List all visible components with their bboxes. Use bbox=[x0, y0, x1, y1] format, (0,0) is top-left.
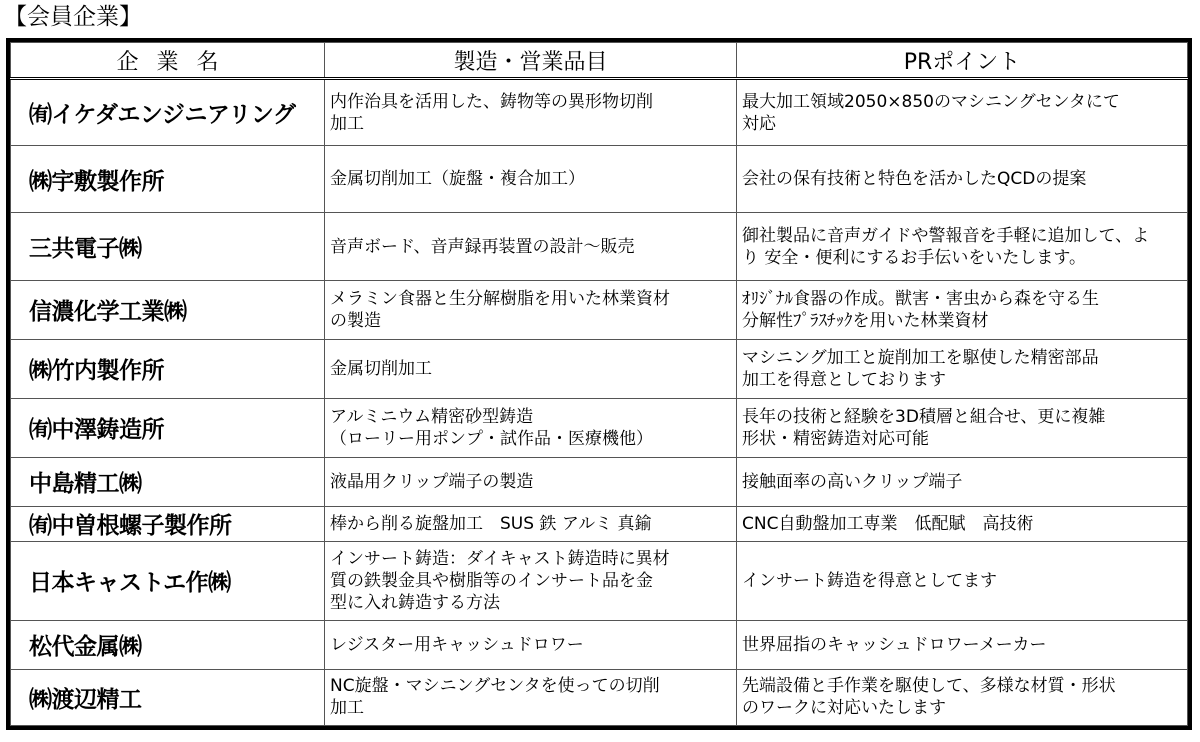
table-row bbox=[11, 669, 1188, 725]
products-cell: 液晶用クリップ端子の製造 bbox=[325, 457, 737, 506]
products-cell: 内作治具を活用した、鋳物等の異形物切削 加工 bbox=[325, 79, 737, 146]
table-row bbox=[11, 457, 1188, 506]
pr-point-cell: CNC自動盤加工専業 低配賦 高技術 bbox=[737, 506, 1188, 541]
header-products: 製造・営業品目 bbox=[325, 43, 737, 79]
company-name-cell: 信濃化学工業㈱ bbox=[11, 280, 325, 339]
table-header-row bbox=[11, 43, 1188, 79]
products-cell: アルミニウム精密砂型鋳造 （ローリー用ポンプ・試作品・医療機他） bbox=[325, 398, 737, 457]
pr-point-cell: 会社の保有技術と特色を活かしたQCDの提案 bbox=[737, 146, 1188, 213]
company-name-cell: 三共電子㈱ bbox=[11, 213, 325, 280]
products-cell: メラミン食器と生分解樹脂を用いた林業資材 の製造 bbox=[325, 280, 737, 339]
header-pr-point: PRポイント bbox=[737, 43, 1188, 79]
pr-point-cell: インサート鋳造を得意としてます bbox=[737, 541, 1188, 620]
table-row bbox=[11, 213, 1188, 280]
company-name-cell: 中島精工㈱ bbox=[11, 457, 325, 506]
company-name-cell: ㈲中澤鋳造所 bbox=[11, 398, 325, 457]
company-name-cell: ㈲イケダエンジニアリング bbox=[11, 79, 325, 146]
company-name-cell: 松代金属㈱ bbox=[11, 621, 325, 670]
member-companies-table bbox=[10, 42, 1188, 726]
pr-point-cell: 接触面率の高いクリップ端子 bbox=[737, 457, 1188, 506]
header-company-name: 企業名 bbox=[11, 43, 325, 79]
company-name-cell: 日本キャストエ作㈱ bbox=[11, 541, 325, 620]
products-cell: NC旋盤・マシニングセンタを使っての切削 加工 bbox=[325, 669, 737, 725]
pr-point-cell: 先端設備と手作業を駆使して、多様な材質・形状 のワークに対応いたします bbox=[737, 669, 1188, 725]
table-row bbox=[11, 621, 1188, 670]
table-row bbox=[11, 506, 1188, 541]
pr-point-cell: 長年の技術と経験を3D積層と組合せ、更に複雑 形状・精密鋳造対応可能 bbox=[737, 398, 1188, 457]
table-row bbox=[11, 280, 1188, 339]
products-cell: 音声ボード、音声録再装置の設計～販売 bbox=[325, 213, 737, 280]
company-name-cell: ㈱竹内製作所 bbox=[11, 339, 325, 398]
table-row bbox=[11, 541, 1188, 620]
table-row bbox=[11, 398, 1188, 457]
company-name-cell: ㈱宇敷製作所 bbox=[11, 146, 325, 213]
company-name-cell: ㈲中曽根螺子製作所 bbox=[11, 506, 325, 541]
products-cell: レジスター用キャッシュドロワー bbox=[325, 621, 737, 670]
member-companies-table-frame bbox=[6, 38, 1192, 730]
table-row bbox=[11, 339, 1188, 398]
pr-point-cell: 最大加工領域2050×850のマシニングセンタにて 対応 bbox=[737, 79, 1188, 146]
table-row bbox=[11, 79, 1188, 146]
company-name-cell: ㈱渡辺精工 bbox=[11, 669, 325, 725]
products-cell: インサート鋳造：ダイキャスト鋳造時に異材 質の鉄製金具や樹脂等のインサート品を金 型に入れ鋳造する方法 bbox=[325, 541, 737, 620]
pr-point-cell: 世界屈指のキャッシュドロワーメーカー bbox=[737, 621, 1188, 670]
products-cell: 金属切削加工 bbox=[325, 339, 737, 398]
products-cell: 金属切削加工（旋盤・複合加工） bbox=[325, 146, 737, 213]
pr-point-cell: 御社製品に音声ガイドや警報音を手軽に追加して、よ り 安全・便利にするお手伝いをいたします。 bbox=[737, 213, 1188, 280]
page-title: 【会員企業】 bbox=[4, 4, 142, 30]
pr-point-cell: ｵﾘｼﾞﾅﾙ食器の作成。獣害・害虫から森を守る生 分解性ﾌﾟﾗｽﾁｯｸを用いた林業資材 bbox=[737, 280, 1188, 339]
products-cell: 棒から削る旋盤加工 SUS 鉄 アルミ 真鍮 bbox=[325, 506, 737, 541]
table-row bbox=[11, 146, 1188, 213]
pr-point-cell: マシニング加工と旋削加工を駆使した精密部品 加工を得意としております bbox=[737, 339, 1188, 398]
